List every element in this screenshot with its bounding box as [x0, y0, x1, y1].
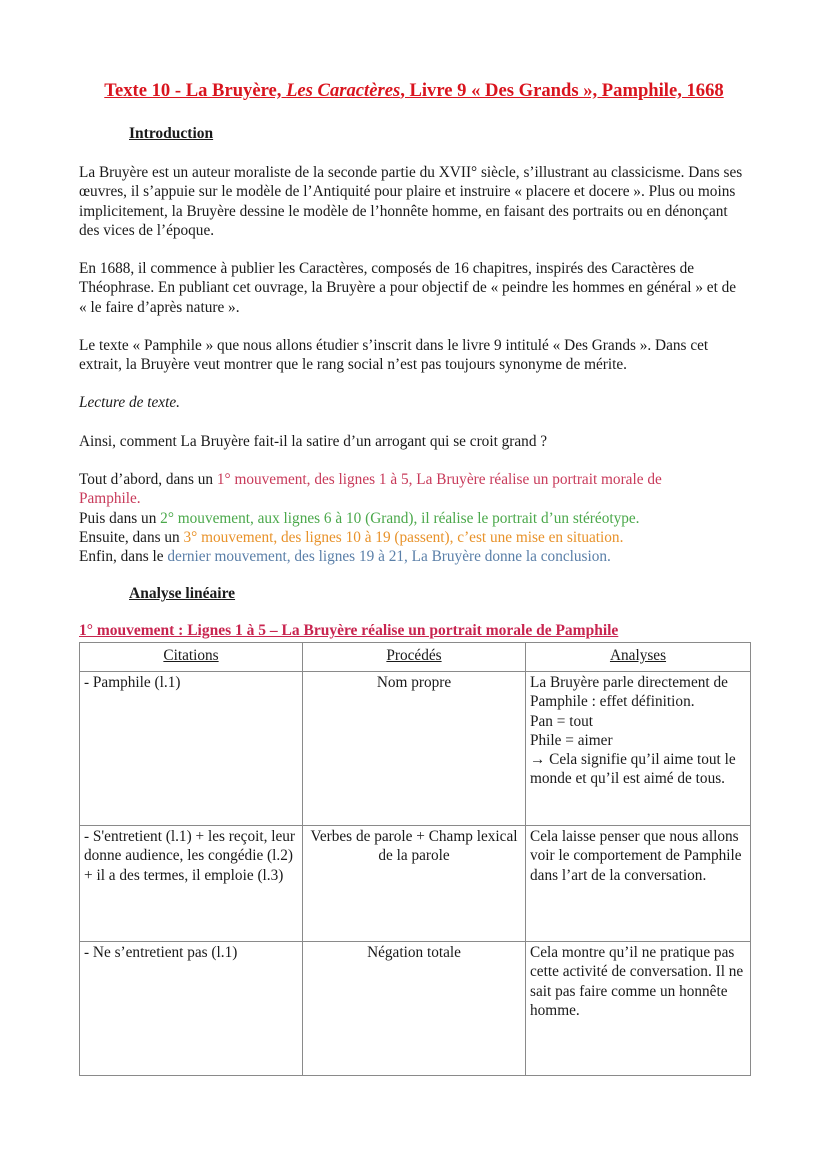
citation-cell: - S'entretient (l.1) + les reçoit, leur donne audience, les congédie (l.2) + il a des termes, il emploie (l.3): [80, 826, 303, 942]
movement-3-text: 3° mouvement, des lignes 10 à 19 (passent), c’est une mise en situation.: [183, 528, 624, 546]
reading-note: [79, 393, 749, 412]
movement-prefix: Puis dans un: [79, 509, 161, 527]
table-row: [80, 942, 751, 1076]
citation-cell: - Pamphile (l.1): [80, 672, 303, 826]
movement-1-line: [79, 470, 719, 509]
intro-paragraph-1: [79, 163, 749, 240]
movement-prefix: Ensuite, dans un: [79, 528, 184, 546]
analyse-line: → Cela signifie qu’il aime tout le monde et qu’il est aimé de tous.: [530, 751, 736, 788]
column-header-analyses: Analyses: [526, 643, 751, 672]
procede-cell: Nom propre: [303, 672, 526, 826]
movement-4-line: [79, 547, 749, 566]
analyse-cell: Cela montre qu’il ne pratique pas cette activité de conversation. Il ne sait pas faire comme un honnête homme.: [526, 942, 751, 1076]
analyse-cell: Cela laisse penser que nous allons voir le comportement de Pamphile dans l’art de la conversation.: [526, 826, 751, 942]
intro-paragraph-2: [79, 259, 749, 317]
movement-prefix: Enfin, dans le: [79, 548, 168, 566]
analyse-line: La Bruyère parle directement de Pamphile : effet définition.: [530, 674, 728, 711]
table-row: [80, 826, 751, 942]
analysis-heading: Analyse linéaire: [129, 585, 236, 602]
movement-2-text: 2° mouvement, aux lignes 6 à 10 (Grand), il réalise le portrait d’un stéréotype.: [160, 509, 640, 527]
movement-1-section-title: 1° mouvement : Lignes 1 à 5 – La Bruyère réalise un portrait morale de Pamphile: [79, 622, 619, 639]
title-part-1: Texte 10 - La Bruyère,: [104, 80, 287, 101]
title-part-3: , Livre 9 « Des Grands », Pamphile, 1668: [400, 80, 724, 101]
title-work-name: Les Caractères: [286, 80, 401, 101]
movement-2-line: [79, 509, 749, 528]
procede-cell: Verbes de parole + Champ lexical de la parole: [303, 826, 526, 942]
paragraph-text: En 1688, il commence à publier les Caractères, composés de 16 chapitres, inspirés des Caractères de Théophrase. En publiant cet ouvrage, la Bruyère a pour objectif de « peindre les hommes en général » et de « le faire d’après nature ».: [79, 260, 737, 316]
analyse-line: Pan = tout: [530, 712, 594, 730]
paragraph-text: Le texte « Pamphile » que nous allons étudier s’inscrit dans le livre 9 intitulé « Des Grands ». Dans cet extrait, la Bruyère veut montrer que le rang social n’est pas toujours synonyme de mérite.: [79, 337, 709, 374]
movements-plan: [79, 470, 749, 566]
problematic: [79, 432, 749, 451]
movement-1-text: 1° mouvement, des lignes 1 à 5, La Bruyère réalise un portrait morale de Pamphile.: [79, 471, 662, 508]
movement-prefix: Tout d’abord, dans un: [79, 471, 217, 488]
movement-4-text: dernier mouvement, des lignes 19 à 21, La Bruyère donne la conclusion.: [167, 548, 611, 566]
procede-cell: Négation totale: [303, 942, 526, 1076]
paragraph-text: La Bruyère est un auteur moraliste de la seconde partie du XVII° siècle, s’illustrant au classicisme. Dans ses œuvres, il s’appuie sur le modèle de l’Antiquité pour plaire et instruire « placere et docere ». Plus ou moins implicitement, la Bruyère dessine le modèle de l’honnête homme, en faisant des portraits ou en dénonçant des vices de l’époque.: [79, 164, 743, 239]
document-title: [79, 80, 749, 102]
table-header-row: [80, 643, 751, 672]
analyse-cell: [526, 672, 751, 826]
reading-text: Lecture de texte.: [79, 394, 180, 411]
table-row: [80, 672, 751, 826]
introduction-heading: Introduction: [129, 125, 214, 142]
analysis-table: [79, 642, 751, 1076]
movement-3-line: [79, 528, 749, 547]
citation-cell: - Ne s’entretient pas (l.1): [80, 942, 303, 1076]
column-header-procedes: Procédés: [303, 643, 526, 672]
intro-paragraph-3: [79, 336, 749, 375]
analyse-line: Phile = aimer: [530, 731, 613, 749]
problematic-text: Ainsi, comment La Bruyère fait-il la satire d’un arrogant qui se croit grand ?: [79, 433, 548, 450]
column-header-citations: Citations: [80, 643, 303, 672]
